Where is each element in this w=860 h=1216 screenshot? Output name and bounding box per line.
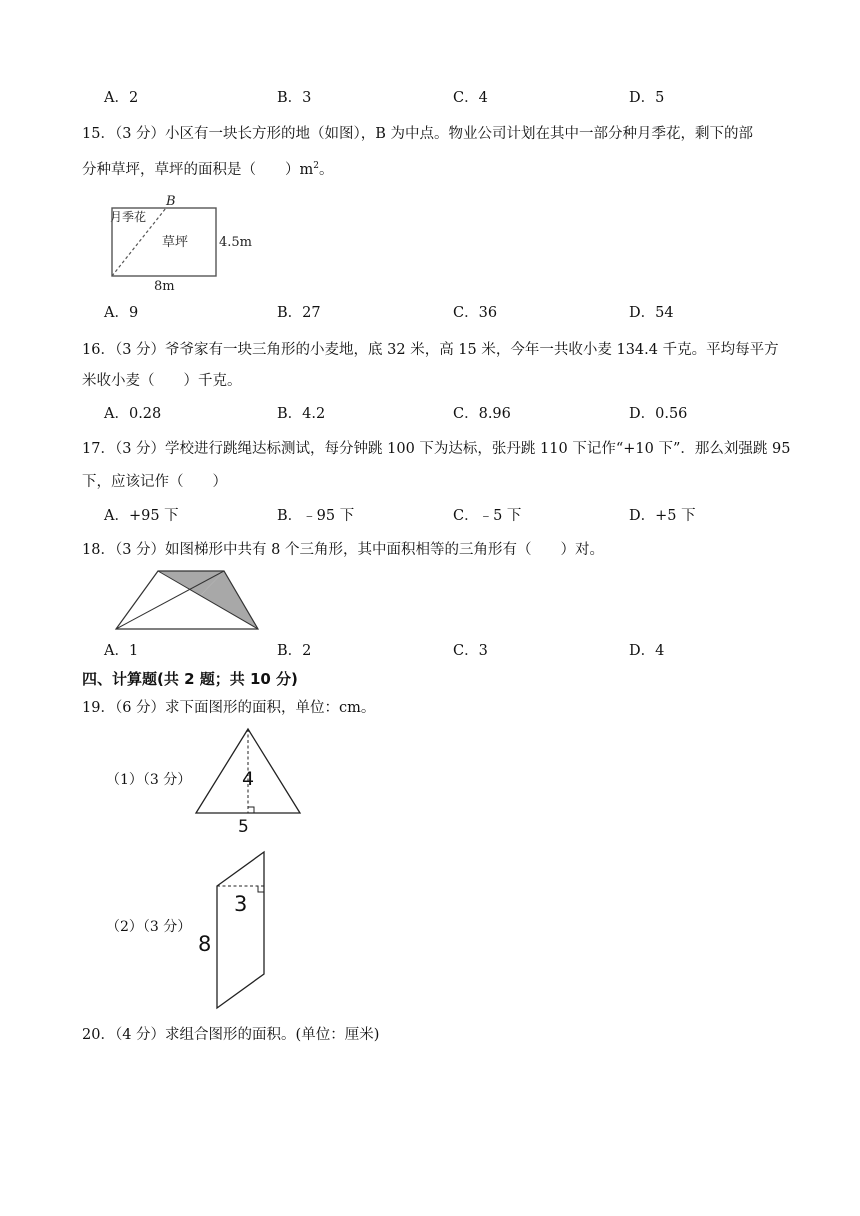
q15-option-b[interactable]: B．27 — [277, 305, 321, 321]
q19-parallelogram-figure — [196, 848, 276, 1014]
q17-option-a[interactable]: A．+95 下 — [104, 508, 179, 524]
q19-parallelogram-side-label: 8 — [198, 932, 212, 956]
q16-option-c[interactable]: C．8.96 — [453, 406, 511, 422]
q16-option-b[interactable]: B．4.2 — [277, 406, 326, 422]
section-4-heading: 四、计算题(共 2 题；共 10 分) — [82, 670, 298, 688]
q18-option-d[interactable]: D．4 — [629, 643, 665, 659]
q18-option-a[interactable]: A．1 — [104, 643, 139, 659]
q20-text-line1: 20．（4 分）求组合图形的面积。(单位：厘米) — [82, 1027, 380, 1043]
q14-option-a[interactable]: A．2 — [104, 90, 139, 106]
q18-options — [104, 641, 824, 661]
q16-text-line2: 米收小麦（ ）千克。 — [82, 373, 242, 389]
q15-lawn-label: 草坪 — [162, 235, 189, 250]
q17-text-line2: 下，应该记作（ ） — [82, 474, 227, 490]
q15-text-line1: 15．（3 分）小区有一块长方形的地（如图），B 为中点。物业公司计划在其中一部分种月季花，剩下的部 — [82, 126, 754, 142]
q17-option-c[interactable]: C．﹣5 下 — [453, 508, 522, 524]
q14-option-d[interactable]: D．5 — [629, 90, 665, 106]
q15-height-label: 4.5m — [219, 235, 253, 250]
q18-option-b[interactable]: B．2 — [277, 643, 312, 659]
q15-width-label: 8m — [154, 279, 175, 294]
q16-text-line1: 16．（3 分）爷爷家有一块三角形的小麦地，底 32 米，高 15 米，今年一共收小麦 134.4 千克。平均每平方 — [82, 342, 779, 358]
q15-point-b-label: B — [166, 194, 176, 209]
q19-parallelogram-height-label: 3 — [234, 892, 248, 916]
q17-option-b[interactable]: B．﹣95 下 — [277, 508, 355, 524]
q19-text-line1: 19．（6 分）求下面图形的面积，单位：cm。 — [82, 700, 376, 716]
q14-options — [104, 88, 824, 108]
q15-unit-superscript: 2 — [313, 161, 319, 171]
q19-triangle-base-label: 5 — [238, 817, 249, 835]
q17-options — [104, 506, 824, 526]
q19-triangle-figure — [190, 725, 306, 835]
q15-text-after: 。 — [318, 161, 334, 178]
q17-option-d[interactable]: D．+5 下 — [629, 508, 696, 524]
q15-flower-label: 月季花 — [110, 210, 147, 224]
q14-option-c[interactable]: C．4 — [453, 90, 488, 106]
q18-text-line1: 18．（3 分）如图梯形中共有 8 个三角形，其中面积相等的三角形有（ ）对。 — [82, 542, 604, 558]
q15-text-line2 — [82, 156, 333, 180]
q16-option-a[interactable]: A．0.28 — [104, 406, 162, 422]
q18-trapezoid-figure — [112, 566, 264, 634]
q15-text-before: 分种草坪，草坪的面积是（ ）m — [82, 161, 314, 178]
q19-right-angle-mark — [248, 807, 254, 813]
q19-triangle-height-label: 4 — [242, 768, 255, 790]
q18-option-c[interactable]: C．3 — [453, 643, 488, 659]
q19-parallelogram-right-angle — [258, 886, 264, 892]
q16-options — [104, 404, 824, 424]
q15-option-d[interactable]: D．54 — [629, 305, 674, 321]
q15-option-c[interactable]: C．36 — [453, 305, 498, 321]
q15-options — [104, 303, 824, 323]
q14-option-b[interactable]: B．3 — [277, 90, 312, 106]
q17-text-line1: 17．（3 分）学校进行跳绳达标测试，每分钟跳 100 下为达标，张丹跳 110 下记作“+10 下”．那么刘强跳 95 — [82, 441, 791, 457]
q19-part2-label: （2）（3 分） — [106, 919, 192, 935]
q19-part1-label: （1）（3 分） — [106, 772, 192, 788]
q19-parallelogram — [217, 852, 264, 1008]
q15-rectangle-figure — [104, 190, 264, 294]
q15-option-a[interactable]: A．9 — [104, 305, 139, 321]
q16-option-d[interactable]: D．0.56 — [629, 406, 688, 422]
